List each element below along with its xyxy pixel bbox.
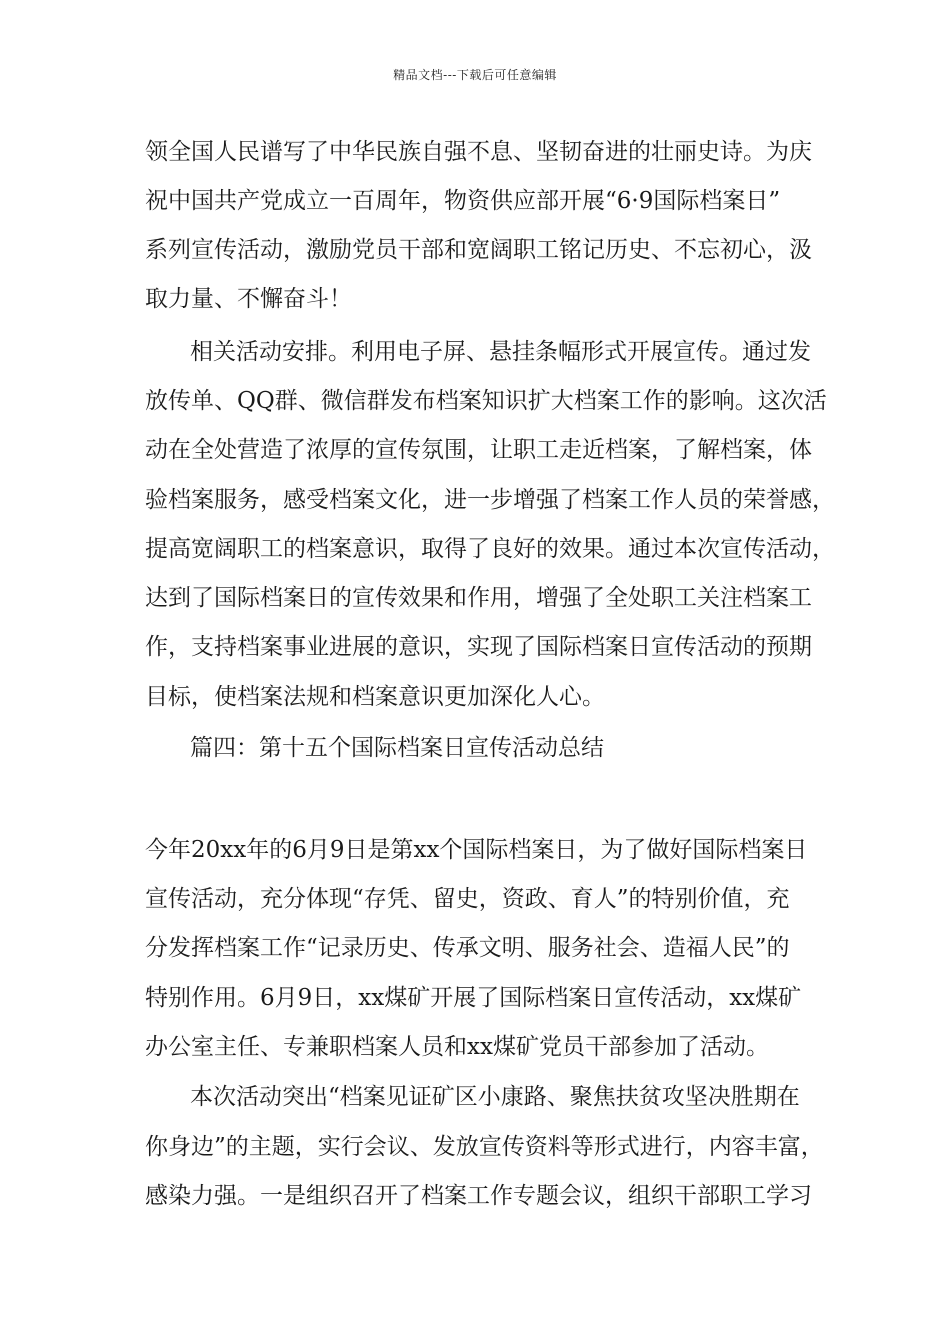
body-line: 感染力强。一是组织召开了档案工作专题会议，组织干部职工学习 [145,1183,812,1209]
body-line: 今年20xx年的6月9日是第xx个国际档案日，为了做好国际档案日 [145,837,808,863]
body-line: 取力量、不懈奋斗！ [145,286,352,312]
body-line: 达到了国际档案日的宣传效果和作用，增强了全处职工关注档案工 [145,585,812,611]
body-line: 特别作用。6月9日，xx煤矿开展了国际档案日宣传活动，xx煤矿 [145,985,802,1011]
body-line: 验档案服务，感受档案文化，进一步增强了档案工作人员的荣誉感， [145,487,835,513]
body-line: 目标，使档案法规和档案意识更加深化人心。 [145,684,605,710]
body-line: 分发挥档案工作“记录历史、传承文明、服务社会、造福人民”的 [145,935,790,961]
body-line: 作，支持档案事业进展的意识，实现了国际档案日宣传活动的预期 [145,634,812,660]
body-line: 你身边”的主题，实行会议、发放宣传资料等形式进行，内容丰富， [145,1134,824,1160]
body-line: 系列宣传活动，激励党员干部和宽阔职工铭记历史、不忘初心，汲 [145,237,812,263]
paragraph-start-line: 相关活动安排。利用电子屏、悬挂条幅形式开展宣传。通过发 [190,339,811,365]
section-heading: 篇四：第十五个国际档案日宣传活动总结 [190,735,604,761]
paragraph-start-line: 本次活动突出“档案见证矿区小康路、聚焦扶贫攻坚决胜期在 [190,1084,800,1110]
body-line: 提高宽阔职工的档案意识，取得了良好的效果。通过本次宣传活动， [145,536,835,562]
body-line: 祝中国共产党成立一百周年，物资供应部开展“6·9国际档案日” [145,188,781,214]
body-line: 宣传活动，充分体现“存凭、留史，资政、育人”的特别价值，充 [145,886,790,912]
body-line: 放传单、QQ群、微信群发布档案知识扩大档案工作的影响。这次活 [145,388,827,414]
body-line: 办公室主任、专兼职档案人员和xx煤矿党员干部参加了活动。 [145,1034,769,1060]
body-line: 动在全处营造了浓厚的宣传氛围，让职工走近档案，了解档案，体 [145,437,812,463]
body-line: 领全国人民谱写了中华民族自强不息、坚韧奋进的壮丽史诗。为庆 [145,139,812,165]
page-header: 精品文档---下载后可任意编辑 [393,68,557,82]
